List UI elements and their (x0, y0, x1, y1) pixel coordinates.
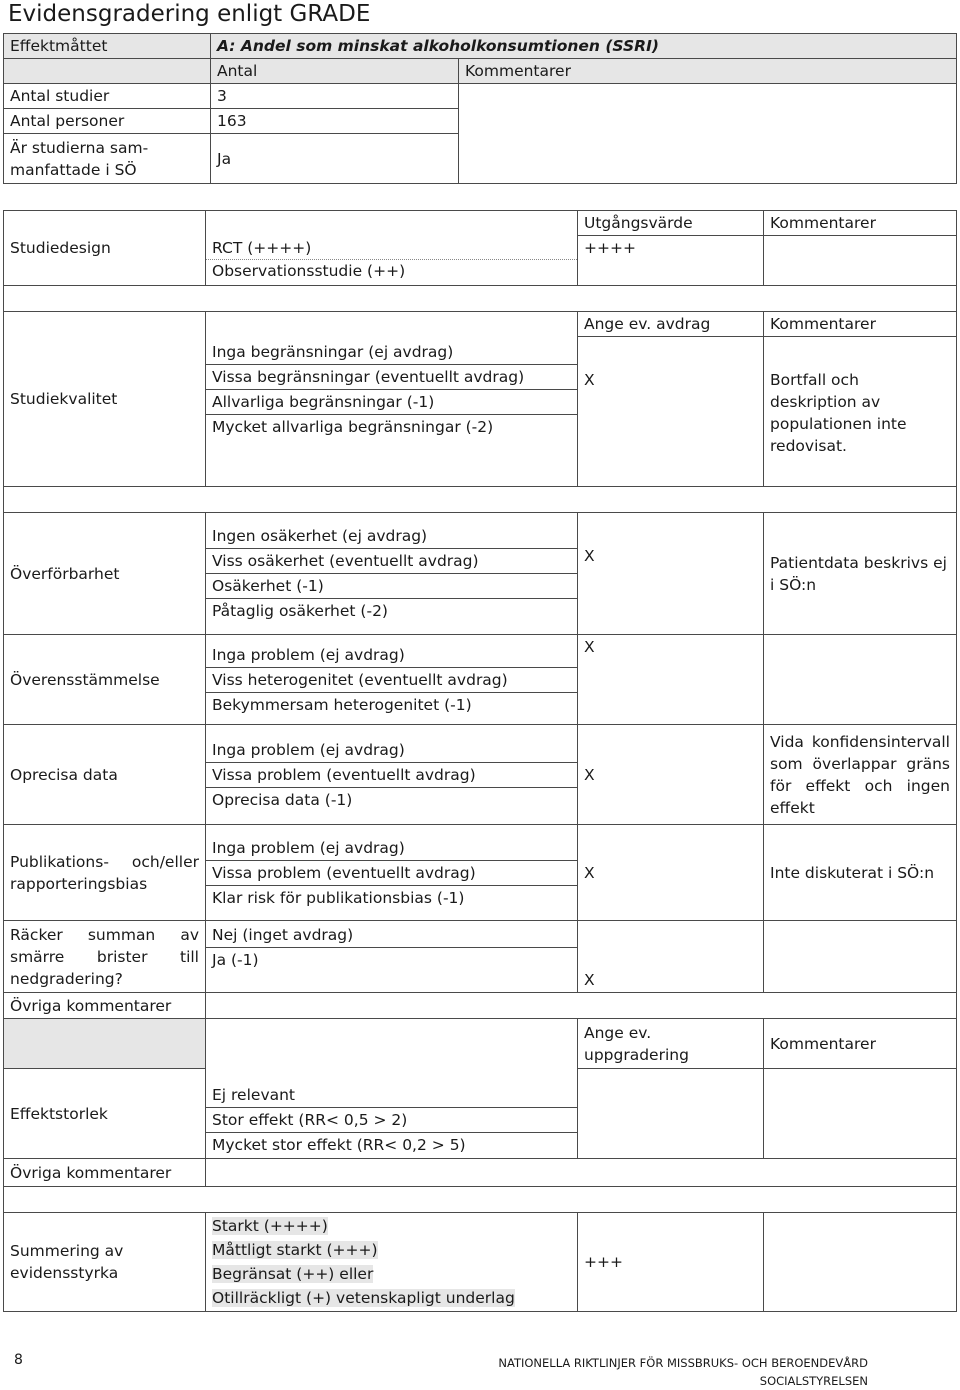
studiedesign-comment (764, 236, 957, 286)
overensstammelse-options: Inga problem (ej avdrag) Viss heterogenitet (eventuellt avdrag) Bekymmersam heterogenitet (-1) (206, 635, 578, 725)
ovriga-value (206, 993, 957, 1019)
oprecisa-options: Inga problem (ej avdrag) Vissa problem (eventuellt avdrag) Oprecisa data (-1) (206, 725, 578, 825)
racker-comment (764, 921, 957, 993)
col-kommentarer: Kommentarer (459, 59, 957, 84)
overforbarhet-comment: Patientdata beskrivs ej i SÖ:n (764, 513, 957, 635)
studiekvalitet-mark: X (578, 337, 764, 487)
effekt-label: Effektstorlek (4, 1069, 206, 1159)
h-avdrag: Ange ev. avdrag (578, 312, 764, 337)
summering-comment (764, 1213, 957, 1312)
studiedesign-value: ++++ (578, 236, 764, 286)
spacer-row (4, 487, 957, 513)
h-uppgradering: Ange ev. uppgradering (578, 1019, 764, 1069)
row-value: 3 (211, 84, 459, 109)
studiekvalitet-comment: Bortfall och deskription av populationen inte redovisat. (764, 337, 957, 487)
empty-header (4, 59, 211, 84)
studiedesign-options: RCT (++++) Observationsstudie (++) (206, 211, 578, 286)
overensstammelse-label: Överensstämmelse (4, 635, 206, 725)
spacer-row (4, 1187, 957, 1213)
overforbarhet-mark: X (578, 513, 764, 635)
effekt-header-empty (4, 1019, 206, 1069)
effektmattet-value: A: Andel som minskat alkoholkonsumtionen (SSRI) (211, 34, 957, 59)
overforbarhet-label: Överförbarhet (4, 513, 206, 635)
row-label: Är studierna sam-manfattade i SÖ (4, 134, 211, 184)
oprecisa-label: Oprecisa data (4, 725, 206, 825)
ovriga-label: Övriga kommentarer (4, 1159, 206, 1187)
effekt-comment (764, 1069, 957, 1159)
top-comment (459, 84, 957, 184)
h-utgangsvarde: Utgångsvärde (578, 211, 764, 236)
studiedesign-label: Studiedesign (4, 211, 206, 286)
racker-label: Räcker summan av smärre brister till nedgradering? (4, 921, 206, 993)
row-label: Antal personer (4, 109, 211, 134)
publikation-label: Publikations- och/eller rapporteringsbias (4, 825, 206, 921)
summering-value: +++ (578, 1213, 764, 1312)
row-value: 163 (211, 109, 459, 134)
overensstammelse-comment (764, 635, 957, 725)
overensstammelse-mark: X (578, 635, 764, 725)
publikation-comment: Inte diskuterat i SÖ:n (764, 825, 957, 921)
oprecisa-comment: Vida konfidensintervall som överlappar gräns för effekt och ingen effekt (764, 725, 957, 825)
effektmattet-label: Effektmåttet (4, 34, 211, 59)
ovriga-value (206, 1159, 957, 1187)
effekt-mark (578, 1069, 764, 1159)
spacer-row (4, 286, 957, 312)
h-kommentarer: Kommentarer (764, 312, 957, 337)
overforbarhet-options: Ingen osäkerhet (ej avdrag) Viss osäkerhet (eventuellt avdrag) Osäkerhet (-1) Påtaglig osäkerhet (-2) (206, 513, 578, 635)
h-kommentarer: Kommentarer (764, 1019, 957, 1069)
row-value: Ja (211, 134, 459, 184)
top-table (3, 33, 957, 184)
studiekvalitet-label: Studiekvalitet (4, 312, 206, 487)
page-title: Evidensgradering enligt GRADE (8, 1, 371, 27)
effekt-options: Ej relevant Stor effekt (RR< 0,5 > 2) Mycket stor effekt (RR< 0,2 > 5) (206, 1019, 578, 1159)
footer-line1: NATIONELLA RIKTLINJER FÖR MISSBRUKS- OCH BEROENDEVÅRD (498, 1356, 868, 1370)
ovriga-label: Övriga kommentarer (4, 993, 206, 1019)
racker-mark: X (578, 921, 764, 993)
footer-line2: SOCIALSTYRELSEN (759, 1374, 868, 1388)
row-label: Antal studier (4, 84, 211, 109)
racker-options: Nej (inget avdrag) Ja (-1) (206, 921, 578, 993)
oprecisa-mark: X (578, 725, 764, 825)
col-antal: Antal (211, 59, 459, 84)
studiekvalitet-options: Inga begränsningar (ej avdrag) Vissa begränsningar (eventuellt avdrag) Allvarliga begränsningar (-1) Mycket allvarliga begränsningar (-2) (206, 312, 578, 487)
page-number: 8 (14, 1352, 23, 1368)
summering-options: Starkt (++++) Måttligt starkt (+++) Begränsat (++) eller Otillräckligt (+) vetenskapligt underlag (206, 1213, 578, 1312)
grade-table (3, 210, 957, 1312)
publikation-options: Inga problem (ej avdrag) Vissa problem (eventuellt avdrag) Klar risk för publikationsbias (-1) (206, 825, 578, 921)
h-kommentarer: Kommentarer (764, 211, 957, 236)
summering-label: Summering av evidensstyrka (4, 1213, 206, 1312)
publikation-mark: X (578, 825, 764, 921)
